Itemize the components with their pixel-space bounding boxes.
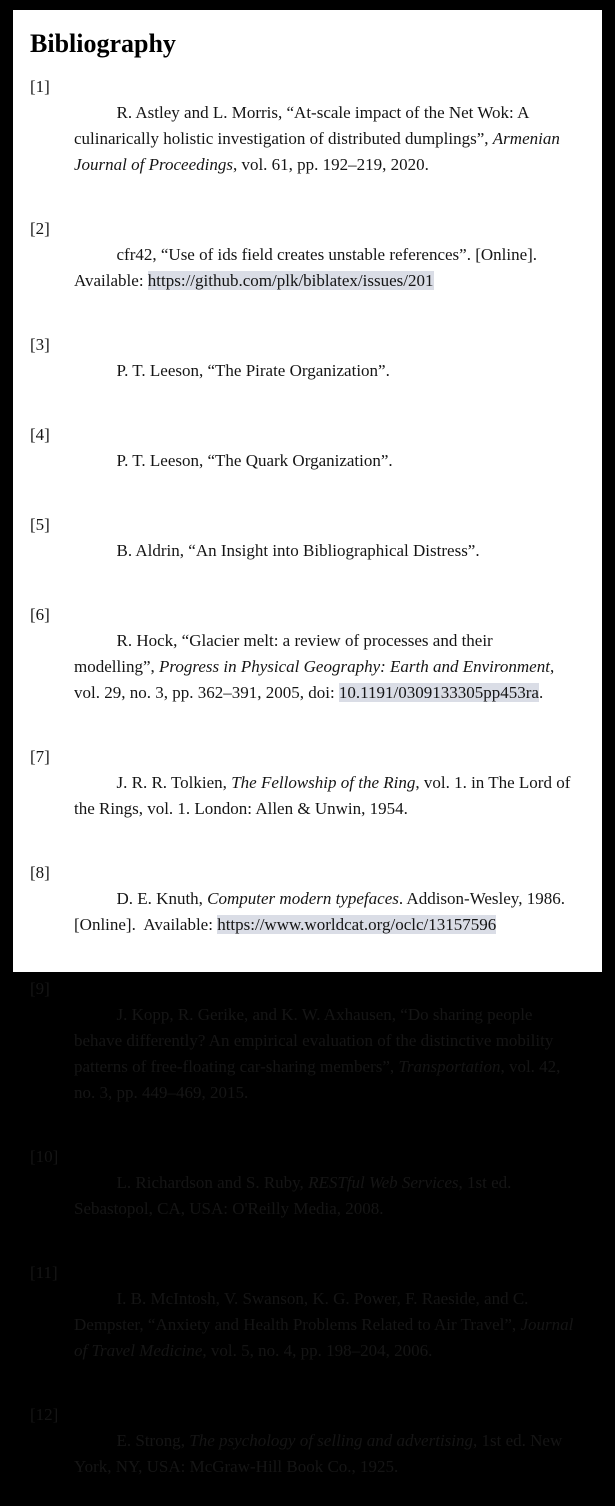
entry-number: [12] bbox=[30, 1405, 59, 1425]
entry-content bbox=[74, 744, 576, 848]
entry-number: [10] bbox=[30, 1147, 59, 1167]
entry-text-segment: E. Strong, bbox=[116, 1431, 190, 1451]
bib-entry-1 bbox=[30, 74, 576, 204]
bib-entry-12 bbox=[30, 1402, 576, 1506]
entry-journal-title: Progress in Physical Geography: Earth and Environment bbox=[158, 657, 550, 677]
bib-entry-10 bbox=[30, 1144, 576, 1248]
entry-number: [2] bbox=[30, 219, 50, 239]
entry-text-segment: , 1st ed. Sebastopol, CA, USA: O'Reilly Media, 2008. bbox=[74, 1173, 516, 1219]
entry-text-segment: R. Hock, “Glacier melt: a review of processes and their modelling”, bbox=[74, 631, 497, 677]
entry-content bbox=[74, 74, 576, 204]
entry-text-segment: P. T. Leeson, “The Pirate Organization”. bbox=[116, 361, 390, 381]
entry-text-segment: P. T. Leeson, “The Quark Organization”. bbox=[116, 451, 393, 471]
entry-text-segment: , vol. 5, no. 4, pp. 198–204, 2006. bbox=[202, 1341, 433, 1361]
entry-text-segment: . bbox=[538, 683, 544, 703]
entry-content bbox=[74, 1402, 576, 1506]
entry-content bbox=[74, 1144, 576, 1248]
entry-number: [5] bbox=[30, 515, 50, 535]
entry-text-segment: cfr42, “Use of ids field creates unstable references”. [Online]. Available: bbox=[74, 245, 541, 291]
entry-book-title: The Fellowship of the Ring bbox=[231, 773, 416, 793]
page-title: Bibliography bbox=[30, 29, 176, 58]
entry-content bbox=[74, 602, 576, 732]
bib-entry-6 bbox=[30, 602, 576, 732]
entry-text-segment: J. R. R. Tolkien, bbox=[116, 773, 232, 793]
entry-content bbox=[74, 1260, 576, 1390]
entry-text-segment: . Addison-Wesley, 1986. [Online]. Available: bbox=[74, 889, 570, 935]
entry-text-segment: , vol. 1. in The Lord of the Rings, vol. 1. London: Allen & Unwin, 1954. bbox=[74, 773, 575, 819]
entry-text-segment: D. E. Knuth, bbox=[116, 889, 208, 909]
entry-book-title: Computer modern typefaces bbox=[207, 889, 399, 909]
bib-entry-3 bbox=[30, 332, 576, 410]
entry-link[interactable]: https://github.com/plk/biblatex/issues/201 bbox=[147, 271, 434, 291]
bib-entry-9 bbox=[30, 976, 576, 1132]
entry-doi-link[interactable]: 10.1191/0309133305pp453ra bbox=[338, 683, 539, 703]
entry-number: [7] bbox=[30, 747, 50, 767]
entry-book-title: The psychology of selling and advertising bbox=[189, 1431, 474, 1451]
entry-number: [6] bbox=[30, 605, 50, 625]
entry-journal-title: Transportation bbox=[398, 1057, 501, 1077]
entry-content bbox=[74, 976, 576, 1132]
entry-text-segment: I. B. McIntosh, V. Swanson, K. G. Power, F. Raeside, and C. Dempster, “Anxiety and Health Problems Related to Air Travel”, bbox=[74, 1289, 533, 1335]
entry-number: [8] bbox=[30, 863, 50, 883]
entry-number: [3] bbox=[30, 335, 50, 355]
bib-entry-2 bbox=[30, 216, 576, 320]
entry-text-segment: , vol. 61, pp. 192–219, 2020. bbox=[232, 155, 429, 175]
entry-text-segment: , vol. 29, no. 3, pp. 362–391, 2005, doi: bbox=[74, 657, 559, 703]
entry-book-title: RESTful Web Services bbox=[308, 1173, 459, 1193]
entry-text-segment: L. Richardson and S. Ruby, bbox=[116, 1173, 309, 1193]
bib-entry-5 bbox=[30, 512, 576, 590]
entry-content bbox=[74, 512, 576, 590]
entry-number: [1] bbox=[30, 77, 50, 97]
entry-journal-title: Journal of Travel Medicine bbox=[74, 1315, 578, 1361]
bib-entry-4 bbox=[30, 422, 576, 500]
bib-entry-8 bbox=[30, 860, 576, 964]
entry-number: [9] bbox=[30, 979, 50, 999]
entry-content bbox=[74, 332, 576, 410]
entry-text-segment: R. Astley and L. Morris, “At-scale impact of the Net Wok: A culinarically holistic investigation of distributed dumplings”, bbox=[74, 103, 533, 149]
entry-journal-title: Armenian Journal of Proceedings bbox=[74, 129, 565, 175]
entry-number: [4] bbox=[30, 425, 50, 445]
bib-entry-7 bbox=[30, 744, 576, 848]
entry-link[interactable]: https://www.worldcat.org/oclc/13157596 bbox=[217, 915, 497, 935]
entry-content bbox=[74, 860, 576, 964]
entry-content bbox=[74, 216, 576, 320]
bibliography-list bbox=[30, 74, 576, 1506]
entry-text-segment: , 1st ed. New York, NY, USA: McGraw-Hill Book Co., 1925. bbox=[74, 1431, 566, 1477]
entry-content bbox=[74, 422, 576, 500]
bib-entry-11 bbox=[30, 1260, 576, 1390]
entry-number: [11] bbox=[30, 1263, 58, 1283]
entry-text-segment: J. Kopp, R. Gerike, and K. W. Axhausen, “Do sharing people behave differently? An empirical evaluation of the distinctive mobility patterns of free-floating car-sharing members”, bbox=[74, 1005, 558, 1077]
entry-text-segment: B. Aldrin, “An Insight into Bibliographical Distress”. bbox=[116, 541, 480, 561]
entry-text-segment: , vol. 42, no. 3, pp. 449–469, 2015. bbox=[74, 1057, 565, 1103]
document-page bbox=[13, 10, 602, 1477]
